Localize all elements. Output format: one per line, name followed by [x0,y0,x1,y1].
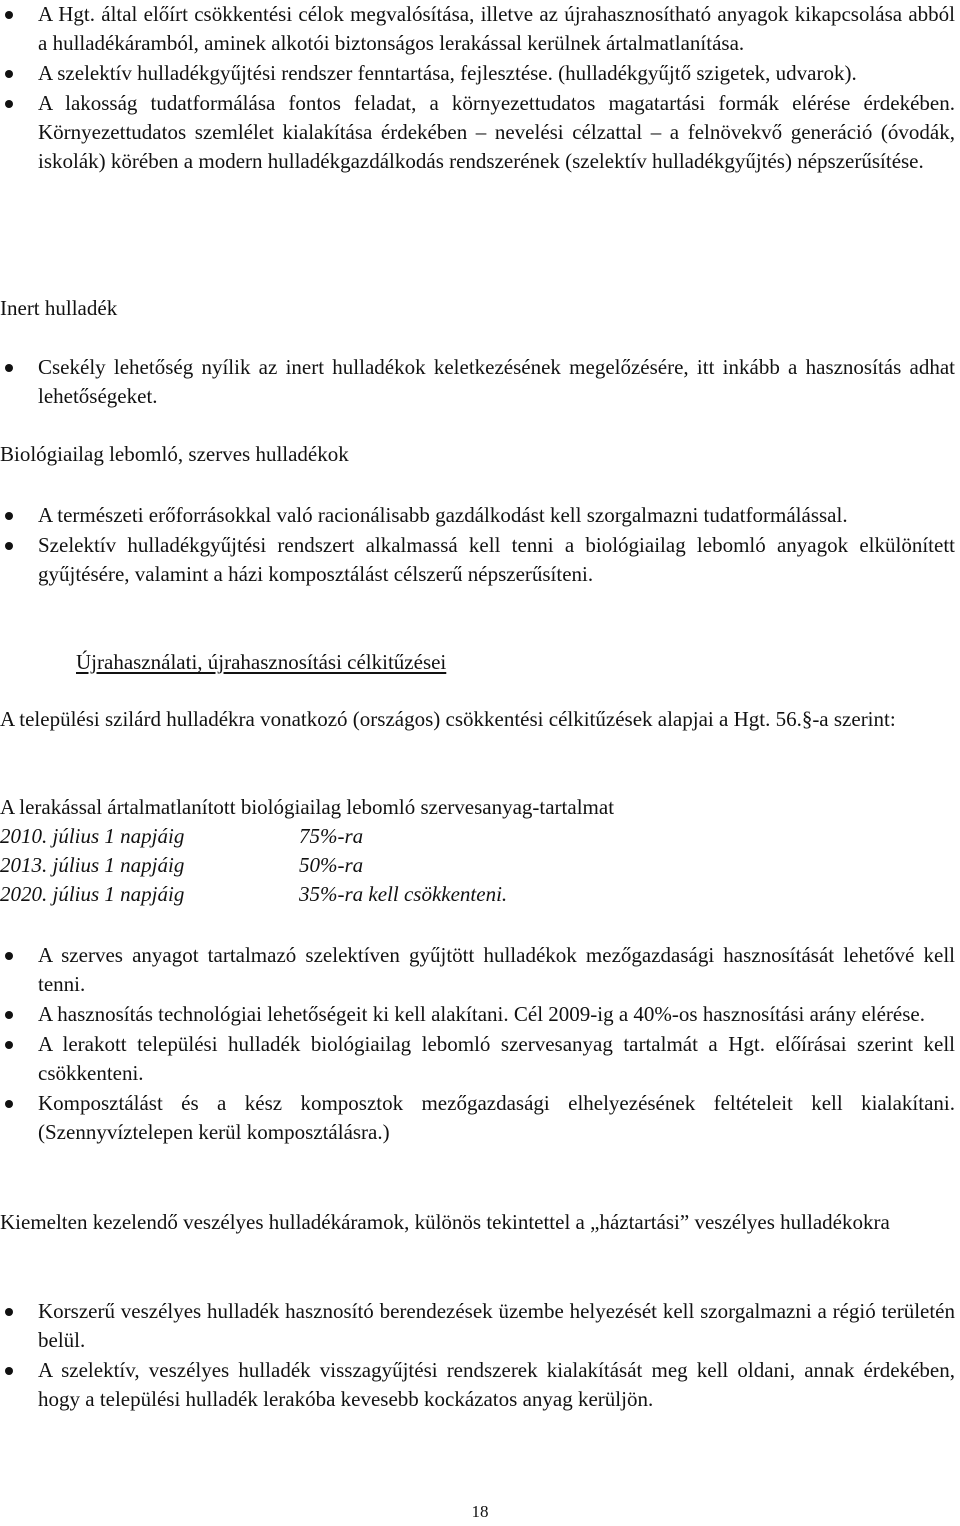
bullet-icon [5,952,13,960]
table-row [0,851,700,880]
list-item: A szerves anyagot tartalmazó szelektíven gyűjtött hulladékok mezőgazdasági hasznosítását lehetővé kell tenni. [0,941,960,999]
bullet-icon [5,512,13,520]
bullet-icon [5,1011,13,1019]
section-heading-bio: Biológiailag lebomló, szerves hulladékok [0,442,349,466]
bullet-icon [5,11,13,19]
bullet-icon [5,1041,13,1049]
reuse-list [0,941,960,1147]
list-item: Csekély lehetőség nyílik az inert hulladékok keletkezésének megelőzésére, itt inkább a hasznosítás adhat lehetőségeket. [0,353,960,411]
list-item: A lerakott települési hulladék biológiailag lebomló szervesanyag tartalmát a Hgt. előírásai szerint kell csökkenteni. [0,1030,960,1088]
table-row [0,822,700,851]
list-item: Szelektív hulladékgyűjtési rendszert alkalmassá kell tenni a biológiailag lebomló anyagok elkülönített gyűjtésére, valamint a házi komposztálást célszerű népszerűsíteni. [0,531,960,589]
row-date: 2010. július 1 napjáig [0,824,185,848]
hazardous-list [0,1297,960,1414]
section-heading-inert: Inert hulladék [0,296,118,320]
section-heading-hazardous: Kiemelten kezelendő veszélyes hulladékáramok, különös tekintettel a „háztartási” veszélyes hulladékokra [0,1210,890,1234]
bullet-icon [5,1367,13,1375]
bullet-icon [5,1100,13,1108]
list-item: A lakosság tudatformálása fontos feladat, a környezettudatos magatartási formák elérése érdekében. Környezettudatos szemlélet kialakítása érdekében – nevelési célzattal – a felnövekvő generáció (óvodák, iskolák) körében a modern hulladékgazdálkodás rendszerének (szelektív hulladékgyűjtés) népszerűsítése. [0,89,960,176]
bio-list [0,501,960,589]
list-item: A szelektív hulladékgyűjtési rendszer fenntartása, fejlesztése. (hulladékgyűjtő szigetek, udvarok). [0,59,960,88]
bullet-icon [5,70,13,78]
list-item: A Hgt. által előírt csökkentési célok megvalósítása, illetve az újrahasznosítható anyagok kikapcsolása abból a hulladékáramból, aminek alkotói biztonságos lerakással kerülnek ártalmatlanítása. [0,0,960,58]
bullet-icon [5,542,13,550]
table-row [0,880,700,909]
row-value: 50%-ra [299,853,364,877]
list-item: A természeti erőforrásokkal való racionálisabb gazdálkodást kell szorgalmazni tudatformálással. [0,501,960,530]
reuse-intro: A települési szilárd hulladékra vonatkozó (országos) csökkentési célkitűzések alapjai a Hgt. 56.§-a szerint: [0,707,896,731]
list-item: Korszerű veszélyes hulladék hasznosító berendezések üzembe helyezését kell szorgalmazni a régió területén belül. [0,1297,960,1355]
goals-list [0,0,960,176]
table-heading: A lerakással ártalmatlanított biológiailag lebomló szervesanyag-tartalmat [0,795,615,819]
row-value: 35%-ra kell csökkenteni. [299,882,508,906]
section-title-reuse: Újrahasználati, újrahasznosítási célkitűzései [76,650,447,674]
list-item: Komposztálást és a kész komposztok mezőgazdasági elhelyezésének feltételeit kell kialakítani. (Szennyvíztelepen kerül komposztálásra.) [0,1089,960,1147]
inert-list [0,353,960,411]
row-date: 2020. július 1 napjáig [0,882,185,906]
row-value: 75%-ra [299,824,364,848]
list-item: A szelektív, veszélyes hulladék visszagyűjtési rendszerek kialakítását meg kell oldani, annak érdekében, hogy a települési hulladék lerakóba kevesebb kockázatos anyag kerüljön. [0,1356,960,1414]
list-item: A hasznosítás technológiai lehetőségeit ki kell alakítani. Cél 2009-ig a 40%-os hasznosítási arány elérése. [0,1000,960,1029]
row-date: 2013. július 1 napjáig [0,853,185,877]
bullet-icon [5,364,13,372]
page-number: 18 [471,1502,489,1521]
bullet-icon [5,1308,13,1316]
bullet-icon [5,100,13,108]
